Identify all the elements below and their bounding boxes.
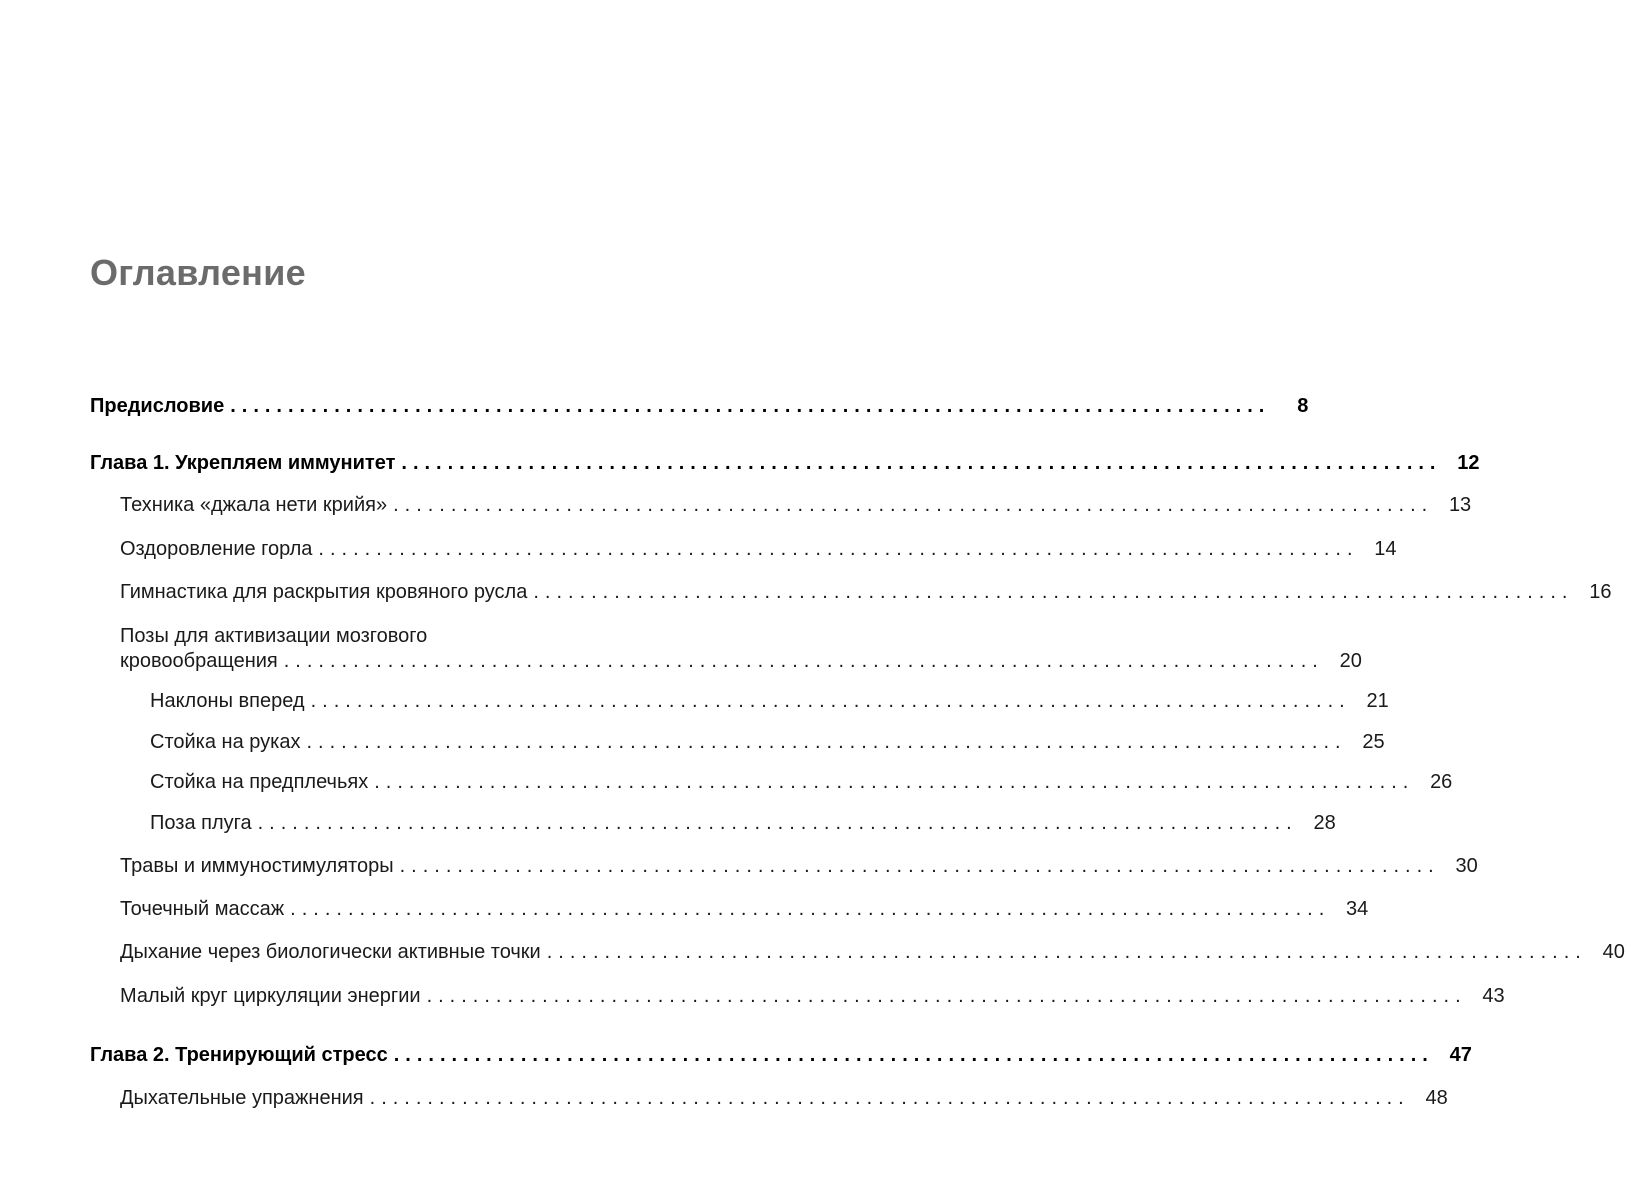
toc-entry-plow-pose[interactable] xyxy=(150,810,1336,836)
page-title: Оглавление xyxy=(90,252,306,293)
toc-entry-label: Предисловие xyxy=(90,395,225,417)
toc-entry-page: 34 xyxy=(1346,898,1369,920)
toc-entry-label: Наклоны вперед xyxy=(150,690,305,712)
toc-entry-label: Малый круг циркуляции энергии xyxy=(120,985,421,1007)
toc-entry-page: 21 xyxy=(1366,690,1389,712)
toc-entry-label: Глава 1. Укрепляем иммунитет xyxy=(90,452,396,474)
dot-leader: .......................................................................................... xyxy=(426,985,1467,1007)
toc-entry-breathing-points[interactable] xyxy=(120,939,1625,965)
dot-leader: .......................................................................................... xyxy=(230,395,1271,417)
dot-leader: .......................................................................................... xyxy=(546,941,1587,963)
toc-entry-poses-line1[interactable]: Позы для активизации мозгового xyxy=(120,625,428,647)
toc-entry-label: Оздоровление горла xyxy=(120,538,313,560)
toc-entry-acupressure[interactable] xyxy=(120,896,1369,922)
toc-entry-poses[interactable] xyxy=(120,648,1362,674)
dot-leader: .......................................................................................... xyxy=(283,650,1324,672)
toc-entry-label: Дыхание через биологически активные точки xyxy=(120,941,541,963)
dot-leader: .......................................................................................... xyxy=(318,538,1359,560)
toc-entry-herbs[interactable] xyxy=(120,853,1478,879)
dot-leader: .......................................................................................... xyxy=(369,1087,1410,1109)
toc-entry-label: кровообращения xyxy=(120,650,278,672)
dot-leader: .......................................................................................... xyxy=(399,855,1440,877)
dot-leader: .......................................................................................... xyxy=(306,731,1347,753)
toc-entry-label: Глава 2. Тренирующий стресс xyxy=(90,1044,388,1066)
dot-leader: .......................................................................................... xyxy=(393,1044,1434,1066)
toc-entry-jala-neti[interactable] xyxy=(120,492,1472,518)
toc-entry-page: 8 xyxy=(1297,395,1309,417)
toc-entry-handstand[interactable] xyxy=(150,729,1385,755)
toc-entry-page: 13 xyxy=(1448,494,1472,516)
toc-entry-forward-bends[interactable] xyxy=(150,688,1389,714)
toc-entry-label: Техника «джала нети крийя» xyxy=(120,494,388,516)
toc-entry-page: 26 xyxy=(1430,771,1453,793)
toc-entry-preface[interactable] xyxy=(90,393,1309,419)
dot-leader: .......................................................................................... xyxy=(393,494,1434,516)
toc-entry-energy-circle[interactable] xyxy=(120,983,1505,1009)
dot-leader: .......................................................................................... xyxy=(374,771,1415,793)
toc-entry-label: Гимнастика для раскрытия кровяного русла xyxy=(120,581,528,603)
toc-entry-label: Стойка на предплечьях xyxy=(150,771,369,793)
toc-entry-page: 47 xyxy=(1449,1044,1472,1066)
dot-leader: .......................................................................................... xyxy=(257,812,1298,834)
toc-entry-label: Точечный массаж xyxy=(120,898,285,920)
toc-entry-page: 48 xyxy=(1425,1087,1448,1109)
dot-leader: .......................................................................................... xyxy=(310,690,1351,712)
toc-entry-label: Стойка на руках xyxy=(150,731,301,753)
toc-entry-page: 12 xyxy=(1457,452,1480,474)
toc-entry-gymnastics[interactable] xyxy=(120,579,1612,605)
toc-entry-page: 28 xyxy=(1313,812,1336,834)
toc-entry-label: Травы и иммуностимуляторы xyxy=(120,855,394,877)
toc-entry-label: Дыхательные упражнения xyxy=(120,1087,364,1109)
toc-entry-page: 40 xyxy=(1602,941,1625,963)
toc-entry-throat[interactable] xyxy=(120,536,1397,562)
toc-entry-page: 25 xyxy=(1362,731,1385,753)
toc-entry-page: 20 xyxy=(1339,650,1362,672)
toc-entry-page: 16 xyxy=(1589,581,1612,603)
dot-leader: .......................................................................................... xyxy=(401,452,1442,474)
dot-leader: .......................................................................................... xyxy=(533,581,1574,603)
toc-entry-chapter-2[interactable] xyxy=(90,1042,1472,1068)
toc-entry-page: 30 xyxy=(1455,855,1478,877)
toc-entry-page: 14 xyxy=(1374,538,1397,560)
dot-leader: .......................................................................................... xyxy=(290,898,1331,920)
toc-entry-chapter-1[interactable] xyxy=(90,450,1480,476)
toc-entry-label: Поза плуга xyxy=(150,812,252,834)
toc-entry-forearm-stand[interactable] xyxy=(150,769,1453,795)
toc-entry-breathing-exercises[interactable] xyxy=(120,1085,1448,1111)
toc-entry-page: 43 xyxy=(1482,985,1505,1007)
